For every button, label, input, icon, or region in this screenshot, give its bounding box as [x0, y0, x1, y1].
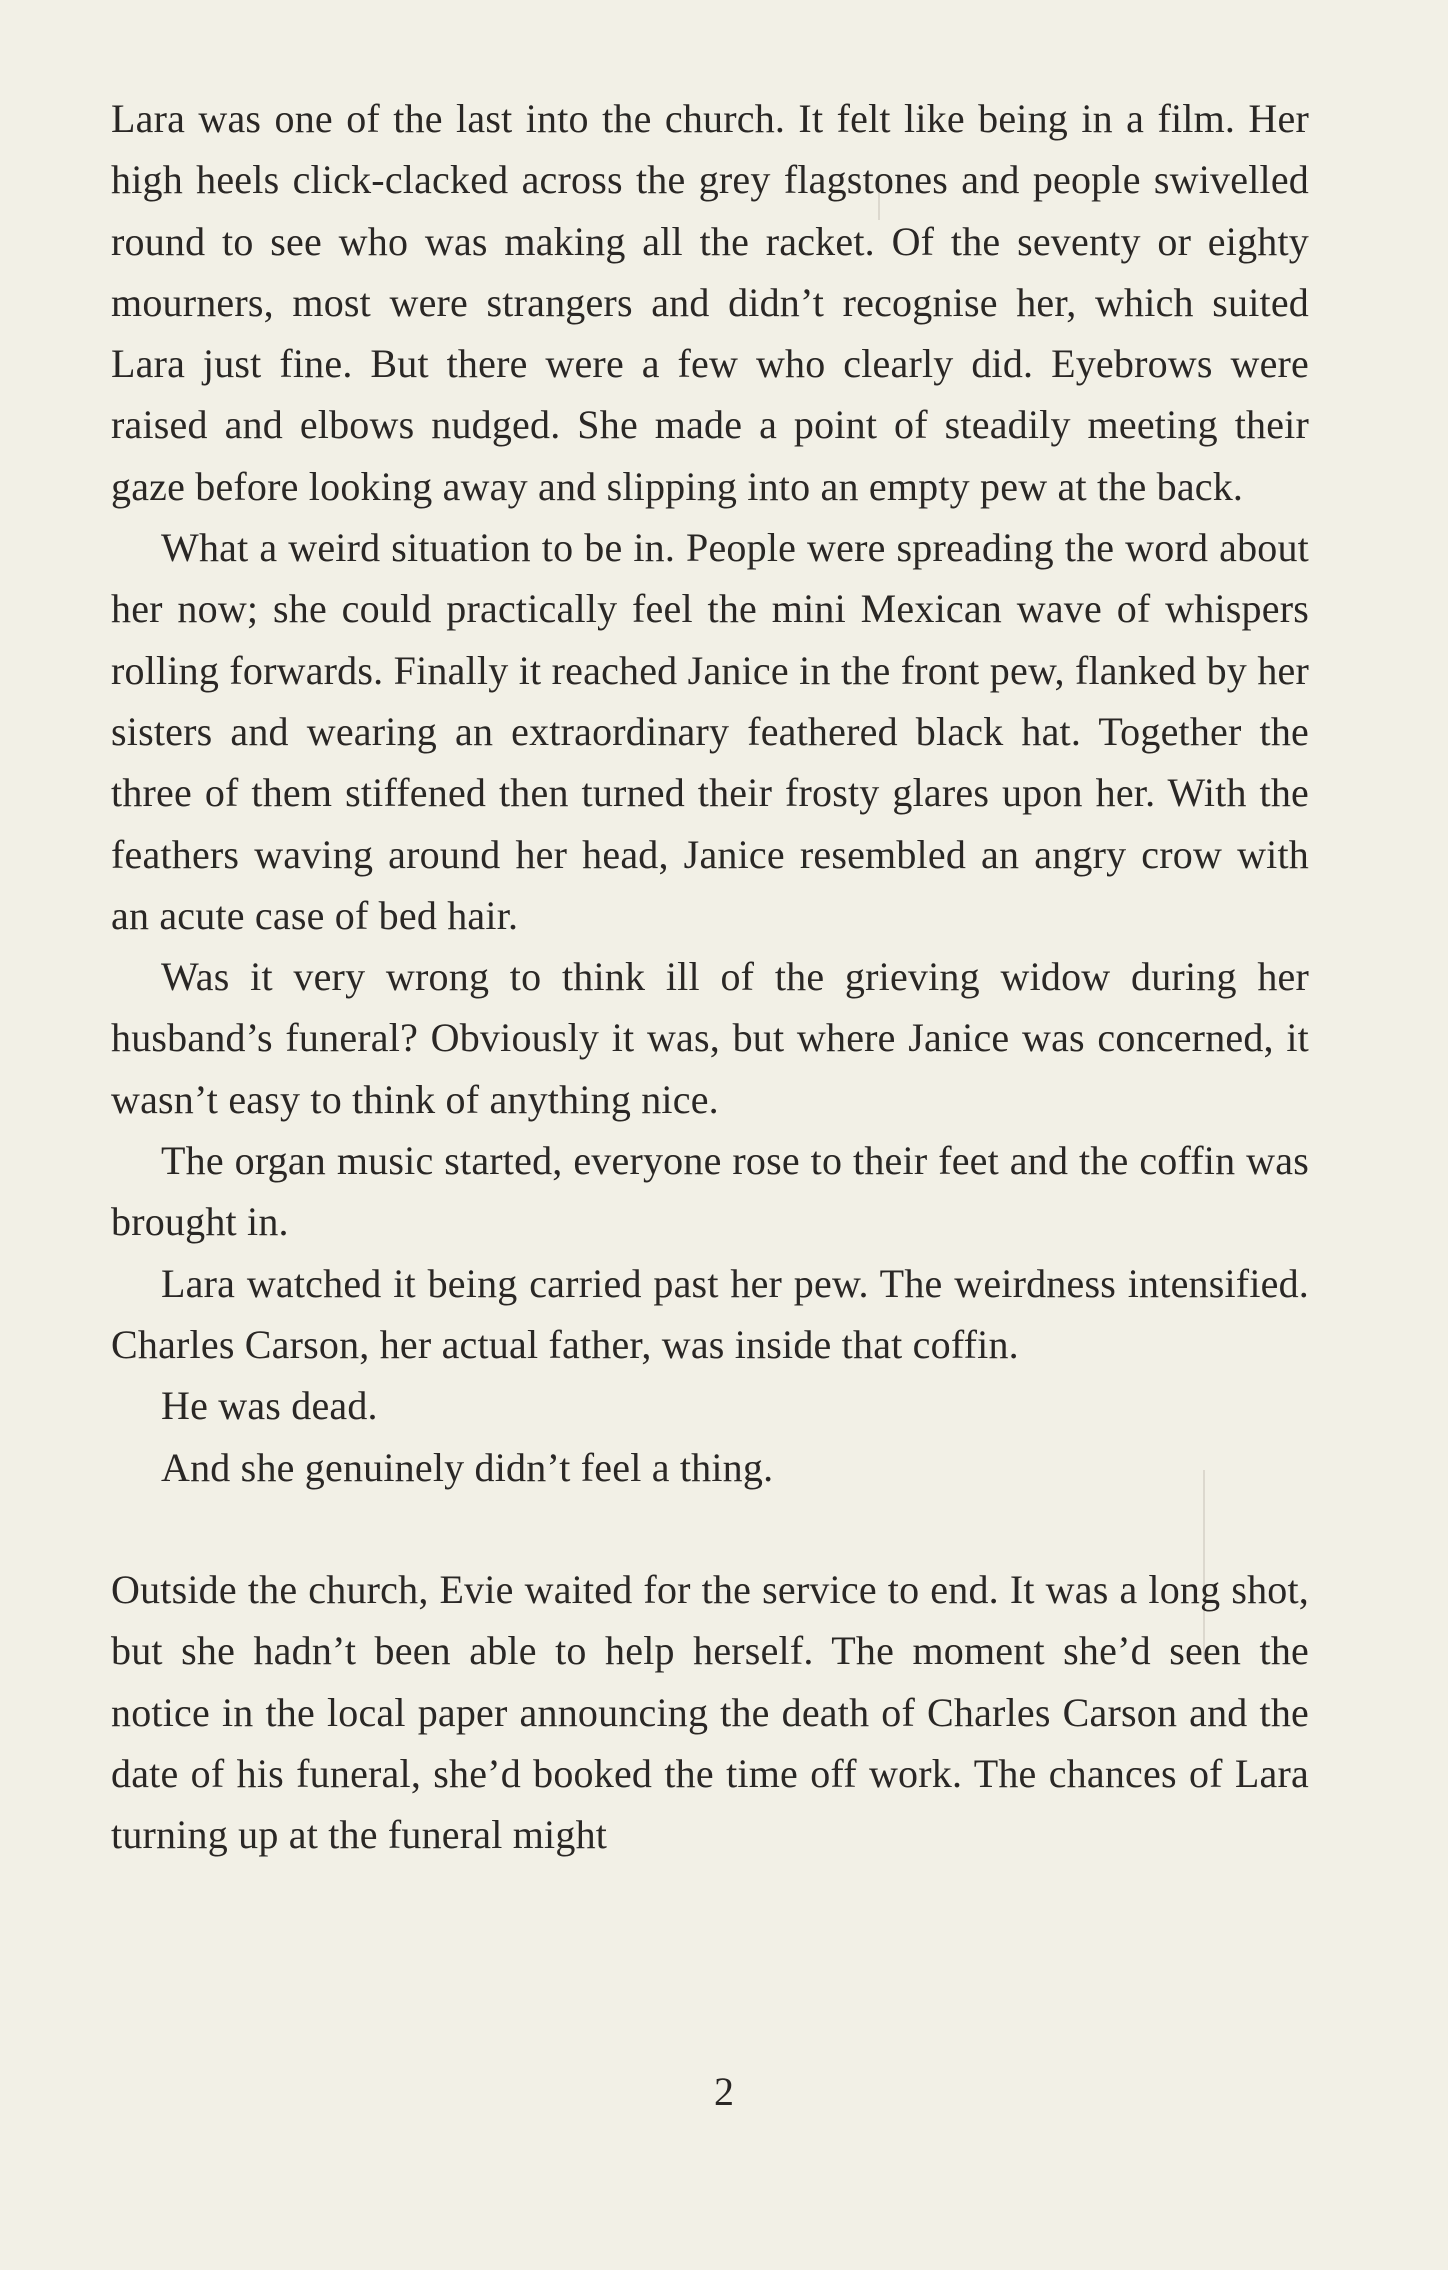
paragraph: And she genuinely didn’t feel a thing.	[161, 1444, 774, 1490]
paragraph: Lara was one of the last into the church. It felt like being in a film. Her high heels click-clacked across the grey flagstones and people swivelled round to see who was making all the racket. Of the seventy or eighty mourners, most were strangers and didn’t recognise her, which suited Lara just fine. But there were a few who clearly did. Eyebrows were raised and elbows nudged. She made a point of steadily meeting their gaze before looking away and slipping into an empty pew at the back.	[111, 96, 1309, 509]
paragraph: He was dead.	[161, 1383, 378, 1429]
paragraph: The organ music started, everyone rose to their feet and the coffin was brought in.	[111, 1138, 1309, 1245]
paragraph: Lara watched it being carried past her pew. The weirdness intensified. Charles Carson, her actual father, was inside that coffin.	[111, 1260, 1309, 1367]
paragraph: Was it very wrong to think ill of the grieving widow during her husband’s funeral? Obviously it was, but where Janice was concerned, it wasn’t easy to think of anything nice.	[111, 954, 1309, 1122]
page-number: 2	[714, 2069, 734, 2114]
body-text	[111, 88, 1309, 1866]
paragraph: Outside the church, Evie waited for the service to end. It was a long shot, but she hadn’t been able to help herself. The moment she’d seen the notice in the local paper announcing the death of Charles Carson and the date of his funeral, she’d booked the time off work. The chances of Lara turning up at the funeral might	[111, 1567, 1309, 1858]
paragraph: What a weird situation to be in. People were spreading the word about her now; she could practically feel the mini Mexican wave of whispers rolling forwards. Finally it reached Janice in the front pew, flanked by her sisters and wearing an extraordinary feathered black hat. Together the three of them stiffened then turned their frosty glares upon her. With the feathers waving around her head, Janice resembled an angry crow with an acute case of bed hair.	[111, 525, 1309, 938]
